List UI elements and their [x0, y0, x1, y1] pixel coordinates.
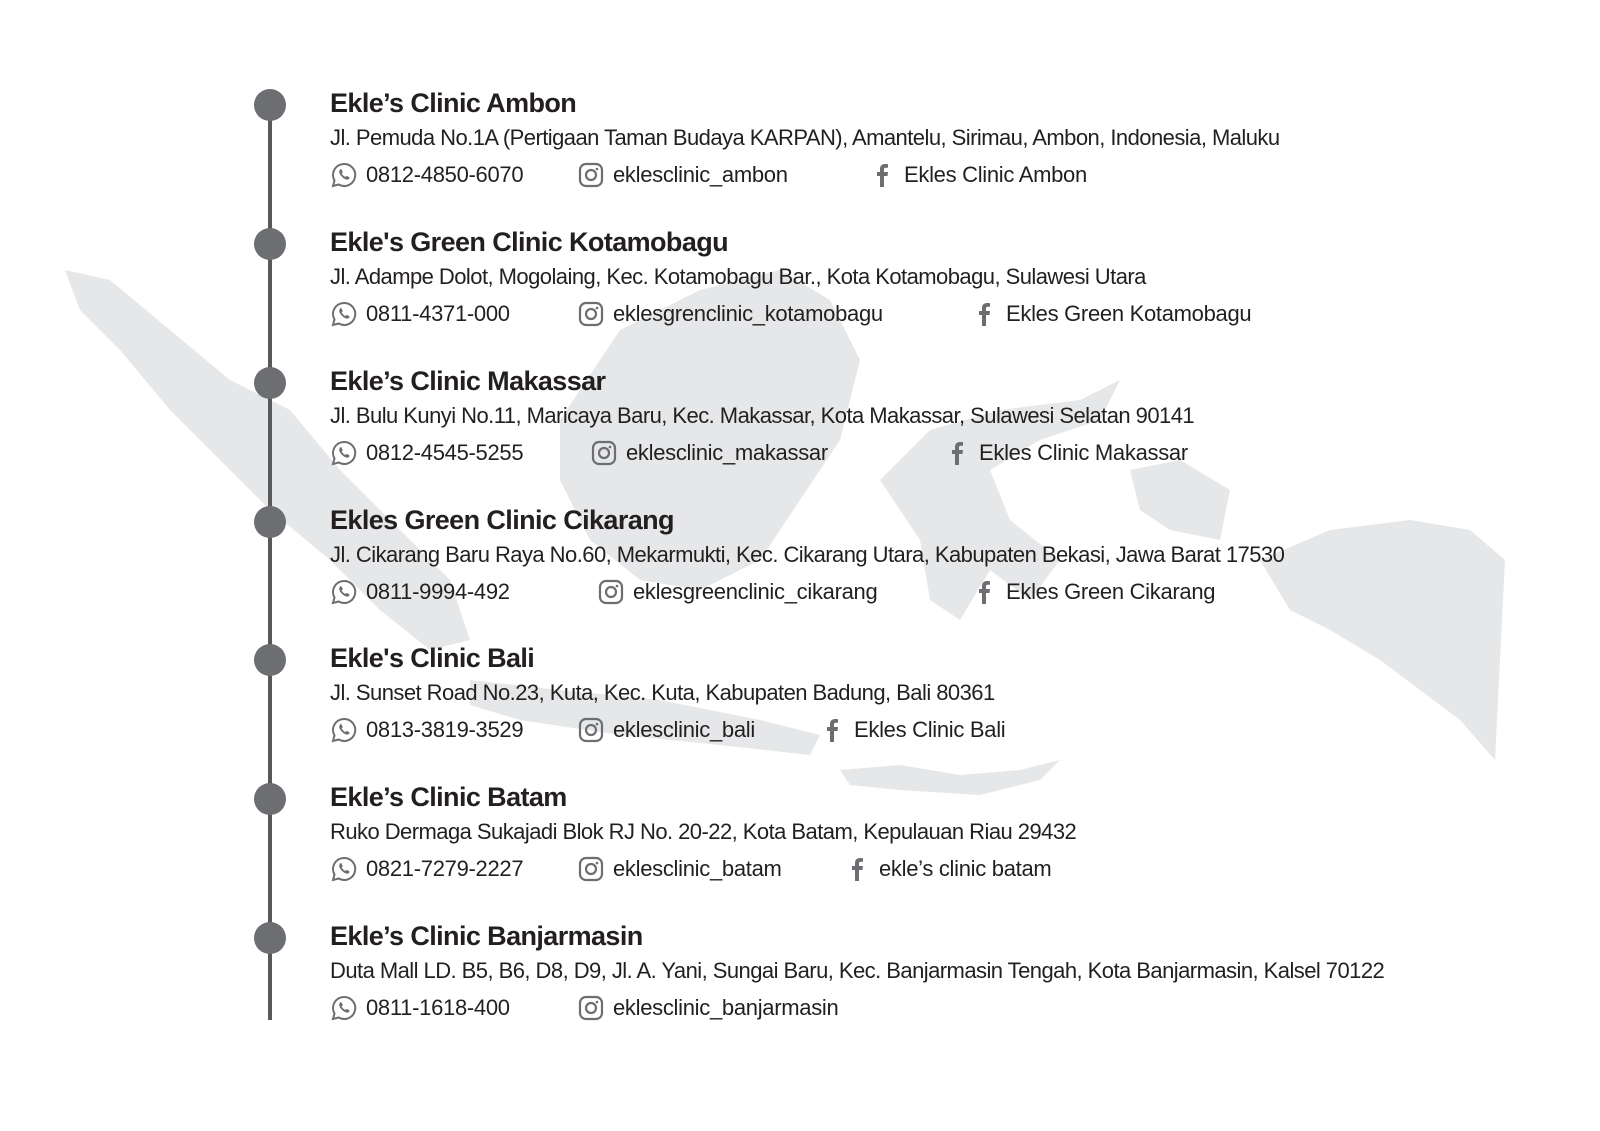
whatsapp-icon	[330, 716, 358, 744]
clinic-name: Ekle’s Clinic Batam	[330, 782, 567, 812]
whatsapp-icon	[330, 161, 358, 189]
instagram-handle: eklesclinic_ambon	[613, 162, 788, 187]
facebook-page: Ekles Green Cikarang	[1006, 579, 1216, 604]
clinic-name: Ekle's Clinic Bali	[330, 643, 535, 673]
facebook-icon	[970, 578, 998, 606]
facebook-page: Ekles Clinic Bali	[854, 717, 1006, 742]
facebook-page: Ekles Clinic Makassar	[979, 440, 1188, 465]
clinic-address: Jl. Adampe Dolot, Mogolaing, Kec. Kotamobagu Bar., Kota Kotamobagu, Sulawesi Utara	[330, 264, 1146, 289]
instagram-icon	[577, 716, 605, 744]
clinic-entry	[0, 88, 1600, 225]
facebook-page: Ekles Green Kotamobagu	[1006, 301, 1252, 326]
whatsapp-icon	[330, 300, 358, 328]
facebook-contact[interactable]	[943, 439, 1188, 467]
clinic-entry	[0, 366, 1600, 503]
whatsapp-contact[interactable]	[330, 161, 523, 189]
timeline-dot	[254, 89, 286, 121]
whatsapp-contact[interactable]	[330, 994, 510, 1022]
clinic-address: Jl. Bulu Kunyi No.11, Maricaya Baru, Kec. Makassar, Kota Makassar, Sulawesi Selatan 90141	[330, 403, 1195, 428]
instagram-handle: eklesgrenclinic_kotamobagu	[613, 301, 883, 326]
instagram-handle: eklesclinic_makassar	[626, 440, 828, 465]
instagram-contact[interactable]	[577, 300, 883, 328]
facebook-contact[interactable]	[868, 161, 1087, 189]
whatsapp-icon	[330, 439, 358, 467]
instagram-contact[interactable]	[577, 161, 788, 189]
whatsapp-contact[interactable]	[330, 716, 523, 744]
whatsapp-contact[interactable]	[330, 855, 523, 883]
instagram-contact[interactable]	[577, 716, 755, 744]
clinic-address: Jl. Pemuda No.1A (Pertigaan Taman Budaya KARPAN), Amantelu, Sirimau, Ambon, Indonesia, Maluku	[330, 125, 1280, 150]
clinic-address: Jl. Cikarang Baru Raya No.60, Mekarmukti, Kec. Cikarang Utara, Kabupaten Bekasi, Jawa Barat 17530	[330, 542, 1285, 567]
timeline-dot	[254, 506, 286, 538]
clinic-name: Ekle's Green Clinic Kotamobagu	[330, 227, 729, 257]
instagram-icon	[590, 439, 618, 467]
instagram-handle: eklesclinic_batam	[613, 856, 782, 881]
whatsapp-icon	[330, 578, 358, 606]
instagram-icon	[577, 855, 605, 883]
facebook-icon	[818, 716, 846, 744]
instagram-handle: eklesgreenclinic_cikarang	[633, 579, 878, 604]
facebook-icon	[970, 300, 998, 328]
instagram-contact[interactable]	[597, 578, 877, 606]
facebook-page: Ekles Clinic Ambon	[904, 162, 1087, 187]
clinic-address: Duta Mall LD. B5, B6, D8, D9, Jl. A. Yani, Sungai Baru, Kec. Banjarmasin Tengah, Kota Banjarmasin, Kalsel 70122	[330, 958, 1385, 983]
phone-number: 0812-4545-5255	[366, 440, 524, 465]
facebook-icon	[843, 855, 871, 883]
phone-number: 0821-7279-2227	[366, 856, 524, 881]
instagram-icon	[577, 161, 605, 189]
phone-number: 0811-9994-492	[366, 579, 510, 604]
facebook-contact[interactable]	[970, 578, 1215, 606]
clinic-address: Ruko Dermaga Sukajadi Blok RJ No. 20-22, Kota Batam, Kepulauan Riau 29432	[330, 819, 1077, 844]
timeline-dot	[254, 783, 286, 815]
clinic-name: Ekle’s Clinic Ambon	[330, 88, 577, 118]
clinic-entry	[0, 921, 1600, 1058]
facebook-icon	[943, 439, 971, 467]
instagram-icon	[577, 994, 605, 1022]
whatsapp-icon	[330, 994, 358, 1022]
instagram-handle: eklesclinic_bali	[613, 717, 755, 742]
clinic-entry	[0, 643, 1600, 780]
phone-number: 0813-3819-3529	[366, 717, 524, 742]
facebook-icon	[868, 161, 896, 189]
timeline-dot	[254, 922, 286, 954]
phone-number: 0812-4850-6070	[366, 162, 524, 187]
clinic-entry	[0, 505, 1600, 642]
whatsapp-contact[interactable]	[330, 300, 510, 328]
phone-number: 0811-4371-000	[366, 301, 510, 326]
instagram-contact[interactable]	[590, 439, 828, 467]
facebook-contact[interactable]	[818, 716, 1005, 744]
timeline-dot	[254, 644, 286, 676]
facebook-contact[interactable]	[843, 855, 1051, 883]
clinic-name: Ekles Green Clinic Cikarang	[330, 505, 674, 535]
instagram-icon	[597, 578, 625, 606]
instagram-contact[interactable]	[577, 994, 838, 1022]
clinic-name: Ekle’s Clinic Makassar	[330, 366, 606, 396]
clinic-address: Jl. Sunset Road No.23, Kuta, Kec. Kuta, Kabupaten Badung, Bali 80361	[330, 680, 995, 705]
timeline-dot	[254, 228, 286, 260]
facebook-page: ekle’s clinic batam	[879, 856, 1052, 881]
clinic-entry	[0, 782, 1600, 919]
instagram-handle: eklesclinic_banjarmasin	[613, 995, 839, 1020]
whatsapp-icon	[330, 855, 358, 883]
facebook-contact[interactable]	[970, 300, 1251, 328]
instagram-contact[interactable]	[577, 855, 782, 883]
timeline-dot	[254, 367, 286, 399]
whatsapp-contact[interactable]	[330, 578, 510, 606]
clinic-name: Ekle’s Clinic Banjarmasin	[330, 921, 643, 951]
whatsapp-contact[interactable]	[330, 439, 523, 467]
clinic-entry	[0, 227, 1600, 364]
phone-number: 0811-1618-400	[366, 995, 510, 1020]
instagram-icon	[577, 300, 605, 328]
